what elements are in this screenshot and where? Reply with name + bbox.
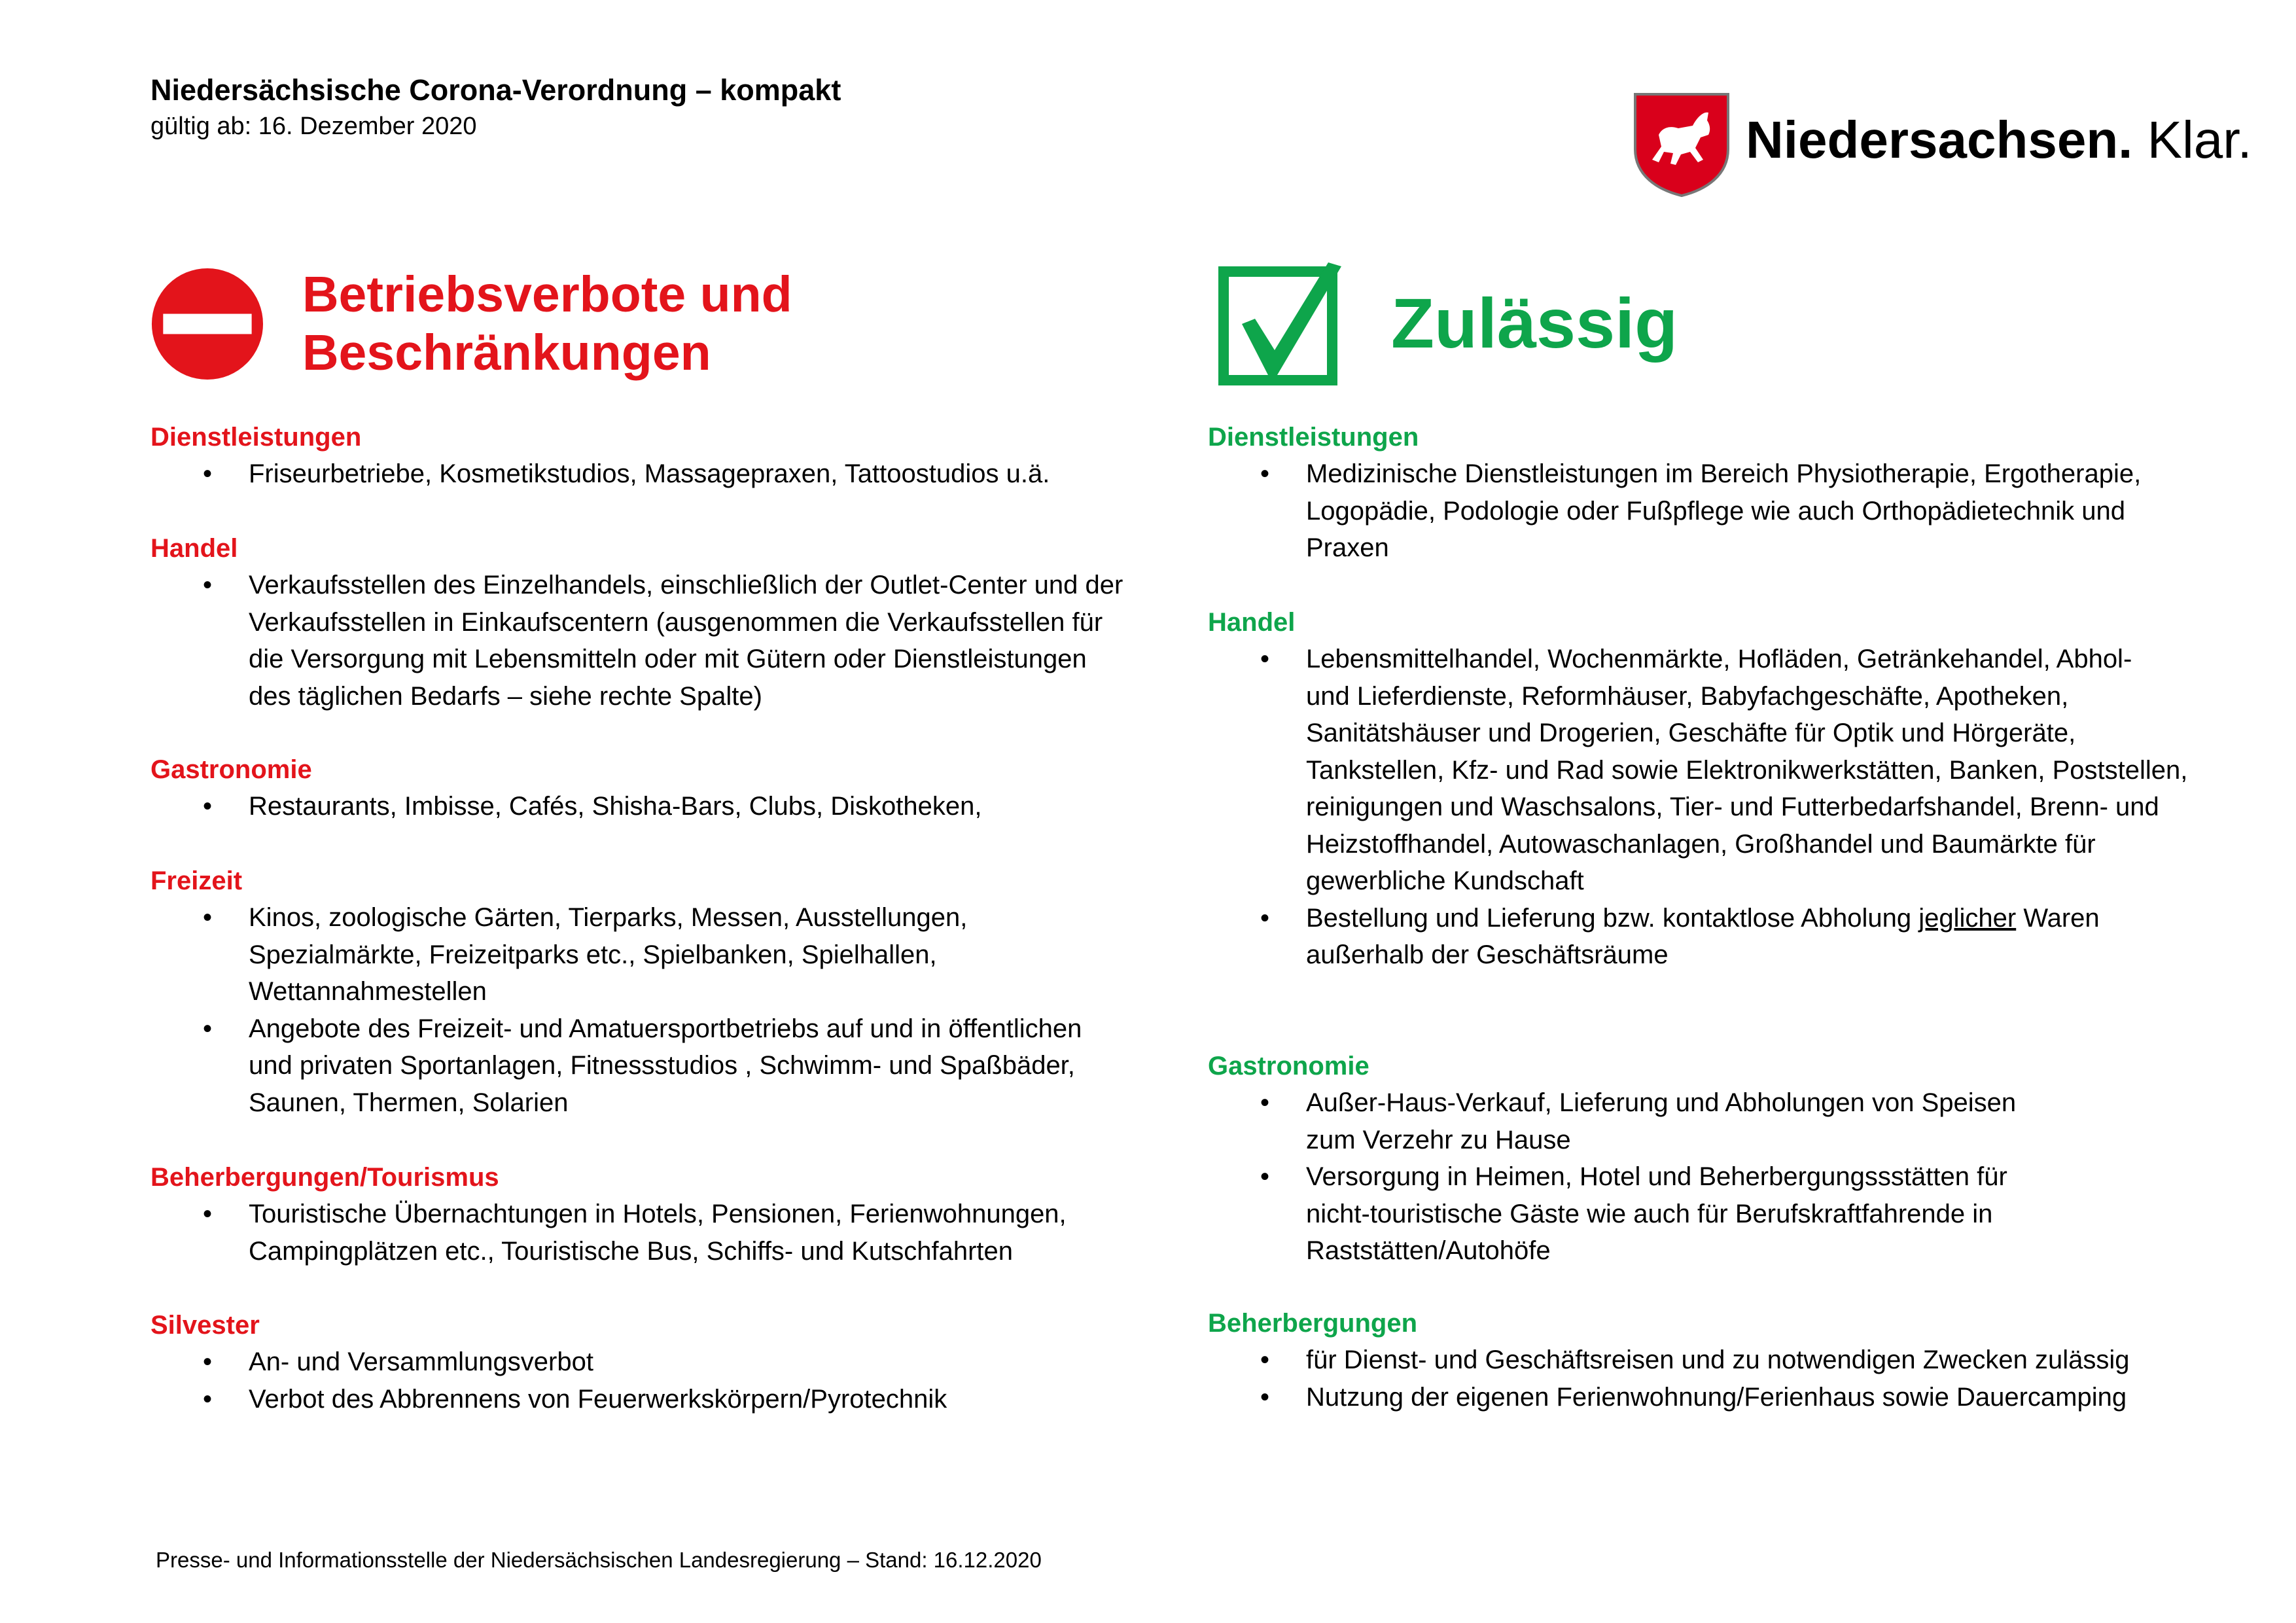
section-title: Handel — [150, 534, 238, 563]
document-title: Niedersächsische Corona-Verordnung – kompakt — [150, 73, 841, 107]
right-section-dienstleistungen — [1208, 419, 2255, 567]
underlined-word: jeglicher — [1918, 903, 2017, 933]
list-item: • Versorgung in Heimen, Hotel und Beherbergungssstätten für nicht-touristische Gäste wie auch für Berufskraftfahrende in Raststätten/Autohöfe — [1208, 1158, 2255, 1270]
left-section-dienstleistungen — [150, 419, 1184, 493]
section-title: Beherbergungen/Tourismus — [150, 1163, 499, 1192]
section-title: Freizeit — [150, 866, 243, 895]
list-item: • An- und Versammlungsverbot — [150, 1344, 1184, 1381]
right-section-handel — [1208, 604, 2255, 974]
section-title: Gastronomie — [150, 755, 312, 784]
left-section-beherbergungen-tourismus — [150, 1159, 1184, 1270]
left-section-silvester — [150, 1307, 1184, 1418]
list-item: • Friseurbetriebe, Kosmetikstudios, Massagepraxen, Tattoostudios u.ä. — [150, 455, 1184, 493]
list-item: • für Dienst- und Geschäftsreisen und zu notwendigen Zwecken zulässig — [1208, 1342, 2255, 1379]
list-item: • Lebensmittelhandel, Wochenmärkte, Hofläden, Getränkehandel, Abhol- und Lieferdienste, Reformhäuser, Babyfachgeschäfte, Apotheken, Sanitätshäuser und Drogerien, Geschäfte für Optik und Hörgeräte, Tankstellen, Kfz- und Rad sowie Elektronikwerkstätten, Banken, Poststellen, reinigungen und Waschsalons, Tier- und Futterbedarfshandel, Brenn- und Heizstoffhandel, Autowaschanlagen, Großhandel und Baumärkte für gewerbliche Kundschaft — [1208, 641, 2255, 900]
allowed-heading: Zulässig — [1391, 283, 1678, 363]
list-item: • Außer-Haus-Verkauf, Lieferung und Abholungen von Speisen zum Verzehr zu Hause — [1208, 1084, 2255, 1158]
list-item: • Angebote des Freizeit- und Amatuersportbetriebs auf und in öffentlichen und privaten Sportanlagen, Fitnessstudios , Schwimm- und Spaßbäder, Saunen, Thermen, Solarien — [150, 1010, 1184, 1122]
left-section-freizeit — [150, 863, 1184, 1121]
left-section-handel — [150, 530, 1184, 715]
right-section-gastronomie — [1208, 1048, 2255, 1270]
document-subtitle: gültig ab: 16. Dezember 2020 — [150, 113, 477, 140]
lower-saxony-shield-icon — [1633, 92, 1731, 198]
checkbox-checked-icon — [1217, 259, 1345, 387]
logo-word-light: Klar. — [2147, 111, 2252, 169]
section-title: Beherbergungen — [1208, 1309, 1418, 1338]
no-entry-icon — [150, 265, 264, 383]
list-item: • Nutzung der eigenen Ferienwohnung/Ferienhaus sowie Dauercamping — [1208, 1379, 2255, 1416]
list-item: • Kinos, zoologische Gärten, Tierparks, Messen, Ausstellungen, Spezialmärkte, Freizeitparks etc., Spielbanken, Spielhallen, Wettannahmestellen — [150, 899, 1184, 1010]
list-item: • Touristische Übernachtungen in Hotels, Pensionen, Ferienwohnungen, Campingplätzen etc., Touristische Bus, Schiffs- und Kutschfahrten — [150, 1196, 1184, 1270]
section-title: Handel — [1208, 608, 1296, 637]
left-section-gastronomie — [150, 751, 1184, 825]
section-title: Silvester — [150, 1311, 260, 1340]
logo-wordmark — [1746, 110, 2252, 170]
logo-word-bold: Niedersachsen. — [1746, 111, 2133, 169]
restrictions-heading-row — [150, 265, 1184, 383]
footer-text: Presse- und Informationsstelle der Niedersächsischen Landesregierung – Stand: 16.12.2020 — [156, 1548, 1042, 1572]
list-item: • Restaurants, Imbisse, Cafés, Shisha-Bars, Clubs, Diskotheken, — [150, 788, 1184, 825]
restrictions-heading: Betriebsverbote und Beschränkungen — [302, 266, 792, 381]
list-item: • Medizinische Dienstleistungen im Bereich Physiotherapie, Ergotherapie, Logopädie, Podologie oder Fußpflege wie auch Orthopädietechnik und Praxen — [1208, 455, 2255, 567]
list-item: • Bestellung und Lieferung bzw. kontaktlose Abholung jeglicher Waren außerhalb der Geschäftsräume — [1208, 900, 2255, 974]
section-title: Gastronomie — [1208, 1052, 1369, 1080]
list-item: • Verbot des Abbrennens von Feuerwerkskörpern/Pyrotechnik — [150, 1381, 1184, 1418]
section-title: Dienstleistungen — [150, 423, 362, 452]
list-item: • Verkaufsstellen des Einzelhandels, einschließlich der Outlet-Center und der Verkaufsstellen in Einkaufscentern (ausgenommen die Verkaufsstellen für die Versorgung mit Lebensmitteln oder mit Gütern oder Dienstleistungen des täglichen Bedarfs – siehe rechte Spalte) — [150, 567, 1184, 715]
right-section-beherbergungen — [1208, 1305, 2255, 1416]
allowed-heading-row — [1217, 259, 1678, 387]
section-title: Dienstleistungen — [1208, 423, 1419, 452]
